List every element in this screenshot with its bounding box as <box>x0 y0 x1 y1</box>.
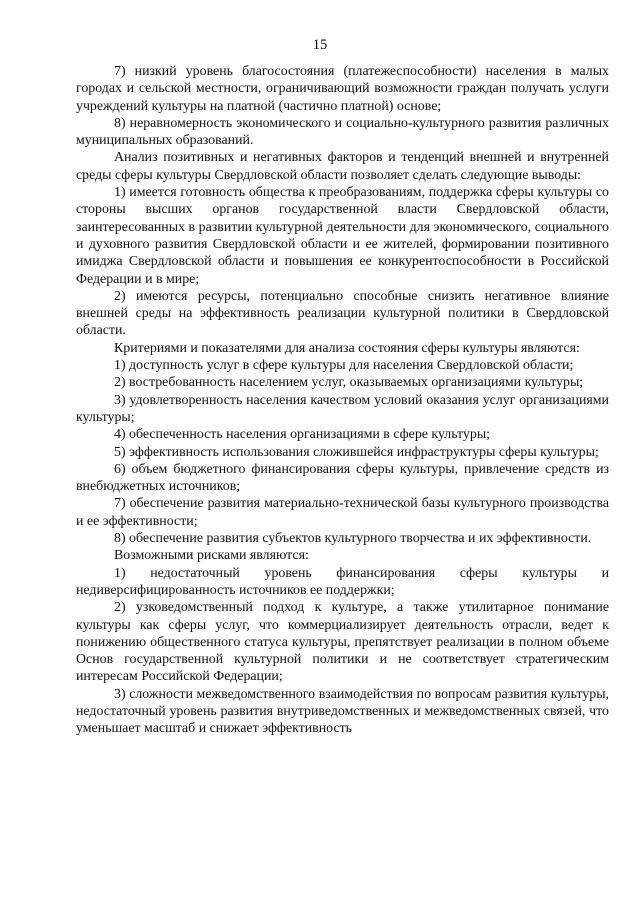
paragraph-criterion-5: 5) эффективность использования сложившейся инфраструктуры сферы культуры; <box>114 444 599 460</box>
page-number: 15 <box>312 37 328 53</box>
paragraph-item-7-low-welfare: 7) низкий уровень благосостояния (платежеспособности) населения в малых городах и сельской местности, ограничивающий возможности граждан получать услуги учреждений культуры на платной (частично платной) основе; <box>76 64 609 114</box>
document-body <box>76 63 609 738</box>
paragraph-criterion-6: 6) объем бюджетного финансирования сферы культуры, привлечение средств из внебюджетных источников; <box>76 461 609 495</box>
paragraph-analysis-intro: Анализ позитивных и негативных факторов и тенденций внешней и внутренней среды сферы культуры Свердловской области позволяет сделать следующие выводы: <box>76 150 609 183</box>
paragraph-conclusion-2: 2) имеются ресурсы, потенциально способные снизить негативное влияние внешней среды на эффективность реализации культурной политики в Свердловской области. <box>76 288 609 339</box>
paragraph-risks-intro: Возможными рисками являются: <box>114 548 309 564</box>
paragraph-criterion-1: 1) доступность услуг в сфере культуры для населения Свердловской области; <box>114 358 574 374</box>
paragraph-conclusion-1: 1) имеется готовность общества к преобразованиям, поддержка сферы культуры со стороны высших органов государственной власти Свердловской области, заинтересованных в развитии культурной деятельности для экономического, социального и духовного развития Свердловской области и ее жителей, формировании позитивного имиджа Свердловской области и повышения ее конкурентоспособности в Российской Федерации и в мире; <box>76 185 609 287</box>
paragraph-item-8-uneven-development: 8) неравномерность экономического и социально-культурного развития различных муниципальных образований. <box>76 115 609 149</box>
paragraph-criterion-4: 4) обеспеченность населения организациями в сфере культуры; <box>114 427 491 443</box>
paragraph-criterion-8: 8) обеспечение развития субъектов культурного творчества и их эффективности. <box>114 531 592 547</box>
paragraph-risk-2: 2) узковедомственный подход к культуре, а также утилитарное понимание культуры как сферы услуг, что коммерциализирует деятельность отрасли, ведет к понижению общественного статуса культуры, препятствует реализации в полном объеме Основ государственной культурной политики и не соответствует стратегическим интересам Российской Федерации; <box>76 600 609 685</box>
paragraph-risk-3: 3) сложности межведомственного взаимодействия по вопросам развития культуры, недостаточный уровень развития внутриведомственных и межведомственных связей, что уменьшает масштаб и снижает эффективность <box>76 686 609 737</box>
paragraph-criterion-3: 3) удовлетворенность населения качеством условий оказания услуг организациями культуры; <box>76 392 609 425</box>
paragraph-criterion-7: 7) обеспечение развития материально-технической базы культурного производства и ее эффективности; <box>76 496 609 529</box>
paragraph-risk-1: 1) недостаточный уровень финансирования сферы культуры и недиверсифицированность источников ее поддержки; <box>76 565 609 598</box>
paragraph-criterion-2: 2) востребованность населением услуг, оказываемых организациями культуры; <box>114 375 584 391</box>
paragraph-criteria-intro: Критериями и показателями для анализа состояния сферы культуры являются: <box>114 340 580 356</box>
